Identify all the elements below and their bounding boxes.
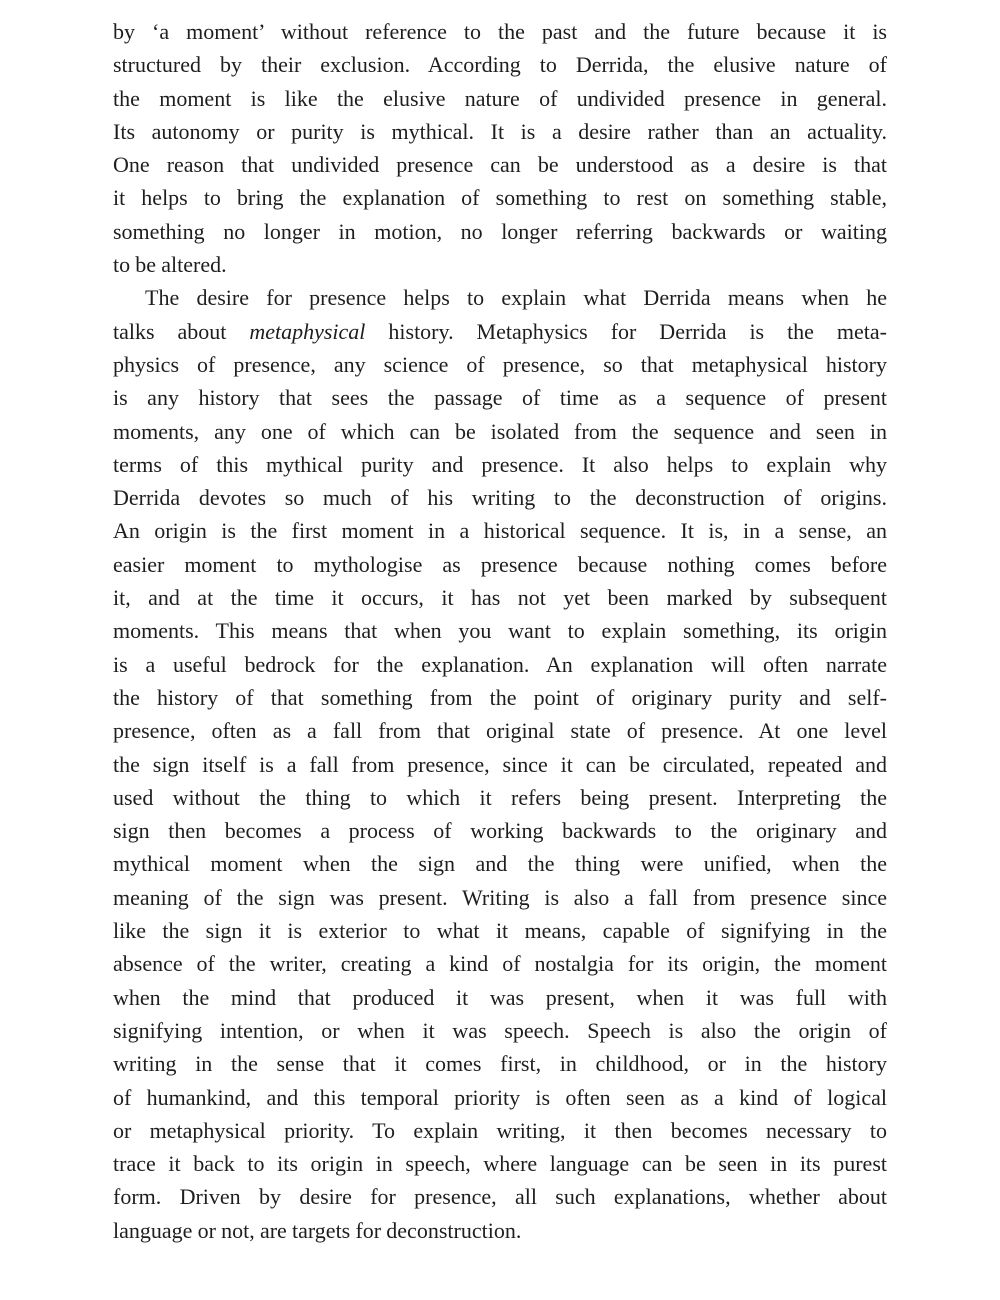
text-line: by ‘a moment’ without reference to the past and the future because it is (113, 19, 887, 44)
text-line: moments. This means that when you want to explain something, its origin (113, 618, 887, 644)
text-line: when the mind that produced it was present, when it was full with (113, 984, 887, 1010)
text-line: to be altered. (113, 252, 227, 278)
text-line: the history of that something from the point of originary purity and self- (113, 684, 887, 710)
text-line: it helps to bring the explanation of something to rest on something stable, (113, 185, 887, 211)
text-line: writing in the sense that it comes first, in childhood, or in the history (113, 1051, 887, 1077)
text-line: it, and at the time it occurs, it has not yet been marked by subsequent (113, 585, 887, 611)
text-line: physics of presence, any science of presence, so that metaphysical history (113, 351, 887, 377)
text-line: trace it back to its origin in speech, where language can be seen in its purest (113, 1151, 887, 1177)
text-line: sign then becomes a process of working backwards to the originary and (113, 818, 887, 844)
text-line: or metaphysical priority. To explain writing, it then becomes necessary to (113, 1117, 887, 1143)
paragraph (113, 15, 887, 281)
text-line: easier moment to mythologise as presence because nothing comes before (113, 551, 887, 577)
text-line: like the sign it is exterior to what it means, capable of signifying in the (113, 918, 887, 944)
text-line: Derrida devotes so much of his writing to the deconstruction of origins. (113, 485, 887, 511)
text-line: terms of this mythical purity and presence. It also helps to explain why (113, 451, 887, 477)
body-text (113, 15, 887, 1247)
text-line: talks about metaphysical history. Metaphysics for Derrida is the meta- (113, 318, 887, 344)
text-line: is a useful bedrock for the explanation. An explanation will often narrate (113, 651, 887, 677)
text-line: of humankind, and this temporal priority is often seen as a kind of logical (113, 1084, 887, 1110)
text-line: The desire for presence helps to explain what Derrida means when he (145, 285, 887, 311)
text-line: is any history that sees the passage of time as a sequence of present (113, 385, 887, 411)
paragraph (113, 281, 887, 1247)
text-line: moments, any one of which can be isolated from the sequence and seen in (113, 418, 887, 444)
text-line: Its autonomy or purity is mythical. It is a desire rather than an actuality. (113, 118, 887, 144)
text-line: something no longer in motion, no longer referring backwards or waiting (113, 218, 887, 244)
text-line: meaning of the sign was present. Writing is also a fall from presence since (113, 884, 887, 910)
text-line: One reason that undivided presence can be understood as a desire is that (113, 152, 887, 178)
text-line: form. Driven by desire for presence, all such explanations, whether about (113, 1184, 887, 1210)
text-line: An origin is the first moment in a historical sequence. It is, in a sense, an (113, 518, 887, 544)
text-line: the moment is like the elusive nature of undivided presence in general. (113, 85, 887, 111)
text-line: signifying intention, or when it was speech. Speech is also the origin of (113, 1017, 887, 1043)
text-line: mythical moment when the sign and the thing were unified, when the (113, 851, 887, 877)
text-line: used without the thing to which it refers being present. Interpreting the (113, 784, 887, 810)
text-line: presence, often as a fall from that original state of presence. At one level (113, 718, 887, 744)
text-line: structured by their exclusion. According to Derrida, the elusive nature of (113, 52, 887, 78)
text-line: the sign itself is a fall from presence, since it can be circulated, repeated and (113, 751, 887, 777)
text-line: language or not, are targets for deconstruction. (113, 1217, 522, 1243)
text-line: absence of the writer, creating a kind of nostalgia for its origin, the moment (113, 951, 887, 977)
